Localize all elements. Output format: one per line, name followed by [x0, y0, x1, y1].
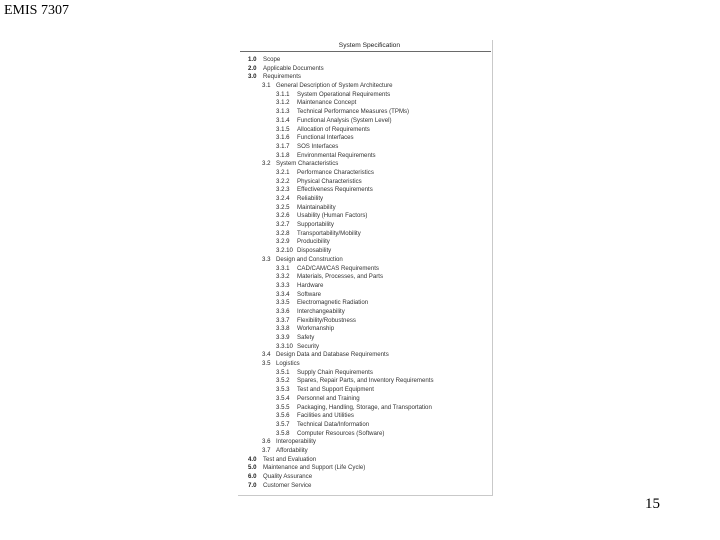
outline-item — [238, 108, 493, 117]
section-title: System Operational Requirements — [297, 90, 391, 98]
section-number: 3.1.3 — [276, 108, 290, 116]
outline-item — [238, 395, 493, 404]
section-number: 3.5.7 — [276, 420, 290, 428]
outline-item — [238, 82, 493, 91]
outline-item — [238, 299, 493, 308]
outline-item — [238, 482, 493, 491]
section-title: Technical Data/Information — [297, 420, 370, 428]
section-number: 1.0 — [248, 56, 257, 63]
course-title: EMIS 7307 — [4, 3, 69, 18]
outline-list — [238, 56, 493, 490]
section-title: Allocation of Requirements — [297, 125, 370, 133]
section-title: Disposability — [297, 247, 332, 255]
section-title: Functional Interfaces — [297, 134, 354, 142]
outline-item — [238, 238, 493, 247]
section-number: 3.3.9 — [276, 334, 290, 341]
section-number: 3.6 — [262, 438, 271, 446]
outline-item — [238, 91, 493, 100]
section-title: Software — [297, 290, 322, 298]
outline-item — [238, 273, 493, 282]
section-number: 3.5.1 — [276, 368, 290, 376]
section-title: Applicable Documents — [263, 64, 324, 72]
section-title: Packaging, Handling, Storage, and Transportation — [297, 403, 432, 411]
section-number: 3.5 — [262, 360, 271, 368]
outline-item — [238, 351, 493, 360]
section-title: Design and Construction — [276, 255, 343, 263]
section-number: 3.2.1 — [276, 168, 290, 176]
section-number: 3.2.9 — [276, 238, 290, 246]
section-title: Workmanship — [297, 325, 335, 333]
outline-item — [238, 178, 493, 187]
section-number: 3.1.8 — [276, 151, 290, 159]
outline-item — [238, 65, 493, 74]
section-title: Maintenance and Support (Life Cycle) — [263, 464, 366, 472]
outline-item — [238, 343, 493, 352]
section-number: 3.3.3 — [276, 281, 290, 289]
section-number: 3.5.4 — [276, 394, 290, 402]
outline-item — [238, 291, 493, 300]
section-number: 3.2.3 — [276, 186, 290, 194]
outline-item — [238, 464, 493, 473]
section-number: 3.5.8 — [276, 429, 290, 437]
outline-item — [238, 73, 493, 82]
section-title: Scope — [263, 56, 281, 63]
section-title: Physical Characteristics — [297, 177, 362, 185]
section-number: 3.3.8 — [276, 325, 290, 333]
outline-item — [238, 360, 493, 369]
section-title: Test and Evaluation — [263, 455, 317, 463]
outline-item — [238, 186, 493, 195]
section-number: 3.2.7 — [276, 221, 290, 229]
section-number: 3.7 — [262, 446, 271, 454]
section-title: Hardware — [297, 281, 324, 289]
section-title: Functional Analysis (System Level) — [297, 116, 392, 124]
section-number: 7.0 — [248, 481, 257, 489]
outline-item — [238, 134, 493, 143]
section-number: 3.3.4 — [276, 290, 290, 298]
section-title: Transportability/Mobility — [297, 229, 361, 237]
section-title: Quality Assurance — [263, 473, 313, 480]
section-title: Facilities and Utilities — [297, 412, 354, 420]
section-title: Electromagnetic Radiation — [297, 299, 369, 307]
outline-item — [238, 377, 493, 386]
section-number: 3.1.1 — [276, 90, 290, 98]
page-number: 15 — [645, 496, 660, 512]
outline-item — [238, 325, 493, 334]
section-number: 3.5.2 — [276, 377, 290, 385]
outline-item — [238, 308, 493, 317]
section-title: Interoperability — [276, 438, 316, 446]
section-number: 3.2.6 — [276, 212, 290, 220]
section-title: Materials, Processes, and Parts — [297, 273, 384, 281]
section-number: 4.0 — [248, 455, 257, 463]
section-title: CAD/CAM/CAS Requirements — [297, 264, 379, 272]
section-title: Usability (Human Factors) — [297, 212, 368, 220]
outline-item — [238, 221, 493, 230]
section-title: System Characteristics — [276, 160, 339, 168]
outline-item — [238, 412, 493, 421]
outline-item — [238, 438, 493, 447]
outline-item — [238, 386, 493, 395]
section-number: 3.2 — [262, 160, 271, 168]
section-number: 3.2.8 — [276, 229, 290, 237]
section-title: Supply Chain Requirements — [297, 368, 373, 376]
section-title: Spares, Repair Parts, and Inventory Requirements — [297, 377, 434, 385]
section-number: 3.5.6 — [276, 412, 290, 420]
outline-item — [238, 317, 493, 326]
section-title: Requirements — [263, 73, 301, 81]
outline-item — [238, 117, 493, 126]
outline-item — [238, 473, 493, 482]
section-number: 3.2.4 — [276, 195, 290, 202]
section-title: Computer Resources (Software) — [297, 429, 385, 437]
section-title: Safety — [297, 334, 315, 341]
outline-item — [238, 456, 493, 465]
section-number: 3.1.6 — [276, 134, 290, 142]
outline-item — [238, 212, 493, 221]
section-title: Customer Service — [263, 481, 312, 489]
section-number: 3.3.10 — [276, 342, 293, 350]
outline-item — [238, 282, 493, 291]
outline-item — [238, 204, 493, 213]
section-title: Design Data and Database Requirements — [276, 351, 389, 359]
outline-item — [238, 334, 493, 343]
section-number: 3.1.4 — [276, 116, 290, 124]
section-title: Personnel and Training — [297, 394, 360, 402]
section-title: Supportability — [297, 221, 334, 229]
section-number: 3.5.3 — [276, 386, 290, 394]
section-number: 5.0 — [248, 464, 257, 472]
section-number: 3.1.2 — [276, 99, 290, 107]
outline-item — [238, 99, 493, 108]
outline-item — [238, 430, 493, 439]
outline-item — [238, 56, 493, 65]
section-number: 3.1 — [262, 82, 271, 90]
section-title: Environmental Requirements — [297, 151, 376, 159]
section-title: General Description of System Architecture — [276, 82, 393, 90]
section-number: 3.5.5 — [276, 403, 290, 411]
section-title: Affordability — [276, 446, 308, 454]
section-title: Producibility — [297, 238, 330, 246]
section-title: Interchangeability — [297, 307, 345, 315]
section-number: 3.3.1 — [276, 264, 290, 272]
section-number: 3.3.2 — [276, 273, 290, 281]
spec-title: System Specification — [338, 42, 400, 49]
section-title: Reliability — [297, 195, 324, 202]
section-number: 3.3.6 — [276, 307, 290, 315]
section-title: Maintainability — [297, 203, 336, 211]
outline-item — [238, 169, 493, 178]
section-number: 6.0 — [248, 473, 257, 480]
outline-item — [238, 404, 493, 413]
section-number: 3.4 — [262, 351, 271, 359]
outline-item — [238, 369, 493, 378]
section-title: Performance Characteristics — [297, 168, 374, 176]
outline-item — [238, 152, 493, 161]
outline-item — [238, 421, 493, 430]
section-number: 3.3.5 — [276, 299, 290, 307]
section-title: Security — [297, 342, 320, 350]
section-number: 3.0 — [248, 73, 257, 81]
section-number: 3.2.5 — [276, 203, 290, 211]
section-title: Flexibility/Robustness — [297, 316, 356, 324]
outline-item — [238, 247, 493, 256]
outline-item — [238, 230, 493, 239]
section-number: 3.1.5 — [276, 125, 290, 133]
section-title: Maintenance Concept — [297, 99, 357, 107]
section-title: Logistics — [276, 360, 300, 368]
section-number: 3.2.2 — [276, 177, 290, 185]
outline-item — [238, 265, 493, 274]
section-number: 3.1.7 — [276, 142, 290, 150]
section-number: 3.3.7 — [276, 316, 290, 324]
section-number: 3.2.10 — [276, 247, 293, 255]
section-number: 2.0 — [248, 64, 257, 72]
outline-item — [238, 447, 493, 456]
outline-item — [238, 195, 493, 204]
section-title: SOS Interfaces — [297, 142, 339, 150]
outline-item — [238, 143, 493, 152]
section-title: Effectiveness Requirements — [297, 186, 373, 194]
section-number: 3.3 — [262, 255, 271, 263]
outline-item — [238, 126, 493, 135]
section-title: Test and Support Equipment — [297, 386, 374, 394]
specification-figure — [238, 40, 493, 496]
outline-item — [238, 160, 493, 169]
outline-item — [238, 256, 493, 265]
title-divider — [240, 51, 491, 52]
section-title: Technical Performance Measures (TPMs) — [297, 108, 410, 116]
